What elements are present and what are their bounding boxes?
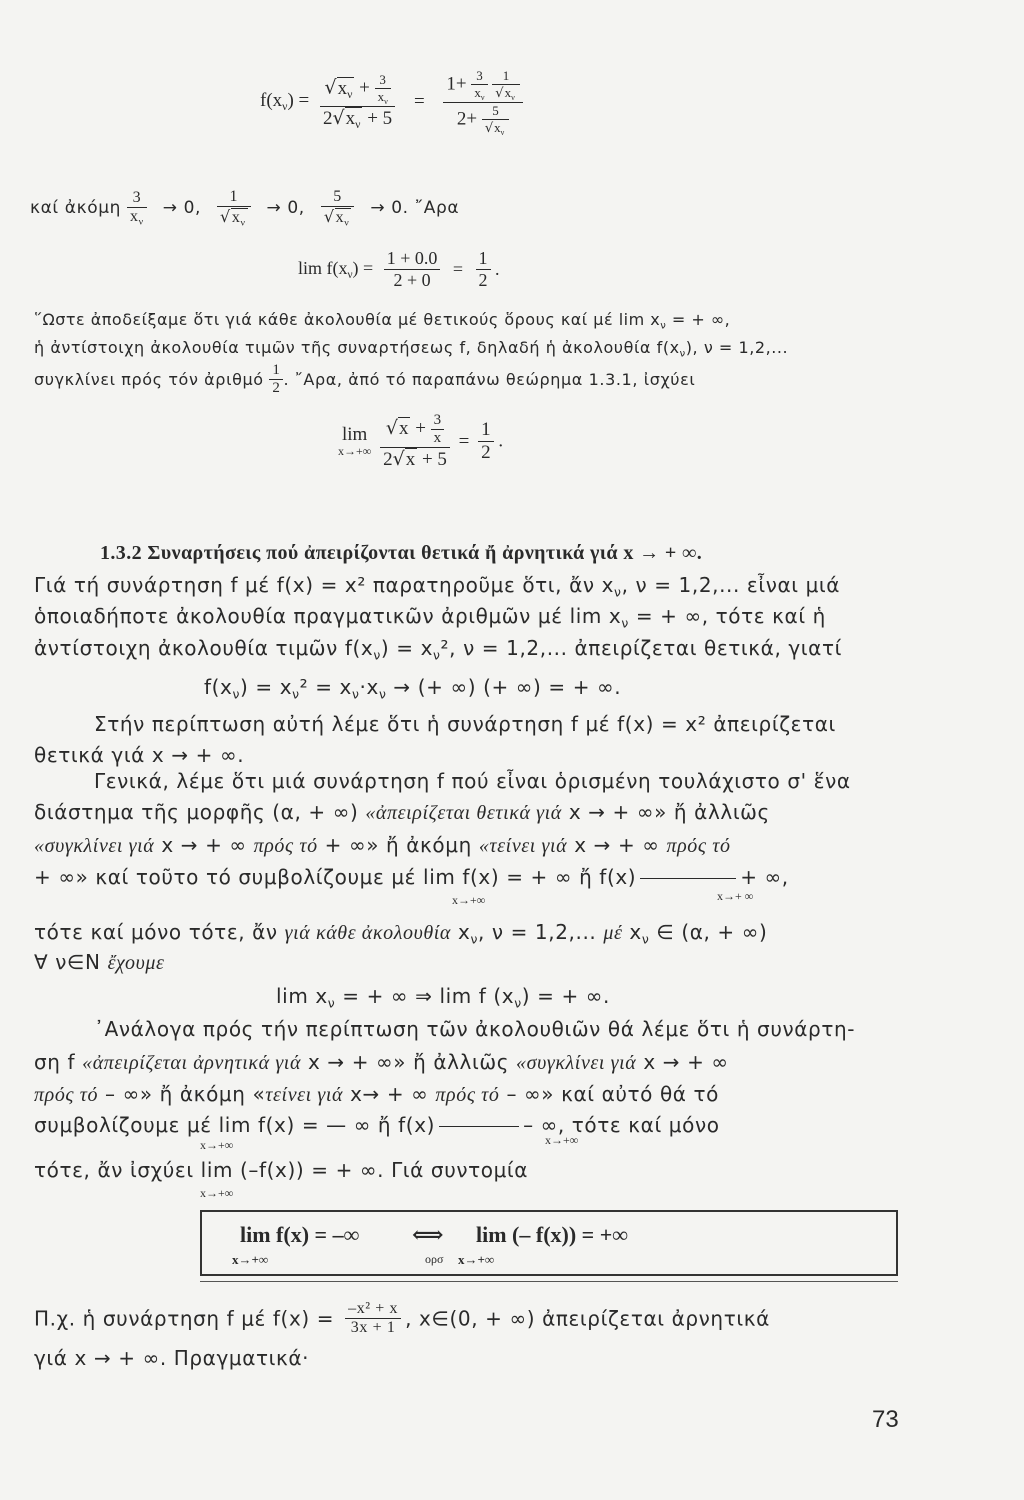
boxed-left: lim f(x) = –∞ [240,1222,360,1247]
l9-under1: x→+∞ [452,893,486,907]
fx-label: f(x [260,90,283,112]
para1-line1: ῞Ωστε ἀποδείξαμε ὅτι γιά κάθε ἀκολουθία μέ θετικούς ὅρους καί μέ $\lim x_\nu$ = + ∞, [34,310,731,332]
sqrt-x: x [337,77,348,99]
section-line16: τότε, ἄν ἰσχύει lim (–f(x)) = + ∞. Γιά συντομία [34,1158,529,1182]
section-line7: διάστημα τῆς μορφῆς (α, + ∞) «ἀπειρίζεται θετικά γιά x → + ∞» ἤ ἀλλιῶς [34,800,770,824]
sub-v: ν [282,100,288,114]
kai-akomi-text: καί ἀκόμη [30,198,121,219]
fx-fraction-2: 1+ $\frac{3}{x_\nu}$ $\frac{1}{√x_\nu}$ 2+ $\frac{5}{√x_\nu}$ [443,68,522,137]
section-heading: 1.3.2 Συναρτήσεις πού ἀπειρίζονται θετικά ἤ ἀρνητικά γιά x → + ∞. [100,542,703,564]
example-line1: Π.χ. ἡ συνάρτηση f μέ f(x) = $\frac{\text{–x² + x}}{3x + 1}$ , x∈(0, + ∞) ἀπειρίζεται ἀρνητικά [34,1300,770,1336]
limit-sqrt-x: lim x→+∞ √x + $\frac{3}{x}$ 2√x + 5 = $\frac{1}{2}$ . [338,412,504,470]
boxed-right-under: x→+∞ [458,1252,495,1267]
limit-fxv: $\lim f(x_\nu)$ = $\frac{1 + 0.0}{2 + 0}$ = $\frac{1}{2}$ . [298,248,500,290]
fx-numerator: $√x_\nu$ + $\frac{3}{x_\nu}$ [320,72,395,107]
section-line9: + ∞» καί τοῦτο τό συμβολίζουμε μέ lim f(x) = + ∞ ἤ f(x) + ∞, [34,865,789,889]
l9-under2: x→+ ∞ [717,889,754,903]
section-line6: Γενικά, λέμε ὅτι μιά συνάρτηση f πού εἶναι ὁρισμένη τουλάχιστο σ' ἕνα [94,769,851,793]
box-underline [200,1281,898,1282]
frac-5-sqrt: $\frac{5}{√x_\nu}$ [321,188,355,228]
frac-1-sqrt: $\frac{1}{√x_\nu}$ [217,188,251,228]
kai-akomi-line: καί ἀκόμη $\frac{3}{x_\nu}$ → 0, $\frac{1}{√x_\nu}$ → 0, $\frac{5}{√x_\nu}$ → 0. ῎Αρα [30,188,460,229]
fx-eq: ) = [287,90,310,112]
section-line3: ἀντίστοιχη ἀκολουθία τιμῶν $f(x_\nu) = x_\nu^2$, ν = 1,2,... ἀπειρίζεται θετικά, γιατί [34,636,842,663]
boxed-right: lim (– f(x)) = +∞ [476,1222,628,1247]
section-line11: ∀ ν∈N ἔχουμε [34,950,165,974]
l15-under1: x→+∞ [200,1138,234,1152]
section-line13: ση f «ἀπειρίζεται ἀρνητικά γιά x → + ∞» ἤ ἀλλιῶς «συγκλίνει γιά x → + ∞ [34,1050,729,1074]
section-eq2: $\lim x_\nu$ = + ∞ ⇒ lim f $(x_\nu)$ = + ∞. [276,984,610,1011]
para1-line2: ἡ ἀντίστοιχη ἀκολουθία τιμῶν τῆς συναρτήσεως f, δηλαδή ἡ ἀκολουθία $f(x_\nu)$, ν = 1,2,... [34,338,789,360]
fx-fraction [320,72,395,132]
equals: = [413,91,425,113]
l15-under2: x→+∞ [545,1133,579,1147]
section-eq1: $f(x_\nu) = x_\nu^2 = x_\nu\cdot x_\nu$ → (+ ∞) (+ ∞) = + ∞. [204,675,622,702]
section-line15: συμβολίζουμε μέ lim f(x) = — ∞ ἤ f(x) – ∞, τότε καί μόνο [34,1113,720,1137]
section-line8: «συγκλίνει γιά x → + ∞ πρός τό + ∞» ἤ ἀκόμη «τείνει γιά x → + ∞ πρός τό [34,833,731,857]
section-line5: θετικά γιά x → + ∞. [34,743,245,767]
frac-3-xv: $\frac{3}{x_\nu}$ [127,189,147,227]
section-line1: Γιά τή συνάρτηση f μέ f(x) = x² παρατηροῦμε ὅτι, ἄν $x_\nu$, ν = 1,2,... εἶναι μιά [34,573,841,600]
section-line4: Στήν περίπτωση αὐτή λέμε ὅτι ἡ συνάρτηση f μέ f(x) = x² ἀπειρίζεται [94,712,836,736]
boxed-arrow: ⟺ [412,1222,444,1247]
example-fraction: $\frac{\text{–x² + x}}{3x + 1}$ [345,1300,401,1337]
boxed-left-under: x→+∞ [232,1252,269,1267]
fx-equation [260,68,523,137]
para1-line3: συγκλίνει πρός τόν ἀριθμό $\frac{1}{2}$ . ῎Αρα, ἀπό τό παραπάνω θεώρημα 1.3.1, ἰσχύει [34,362,696,396]
section-line12: ᾿Ανάλογα πρός τήν περίπτωση τῶν ἀκολουθιῶν θά λέμε ὅτι ἡ συνάρτη- [94,1017,856,1041]
fx-denominator: $2√x_\nu + 5$ [323,107,393,132]
example-line2: γιά x → + ∞. Πραγματικά· [34,1346,310,1370]
l16-under: x→+∞ [200,1186,234,1200]
section-line10: τότε καί μόνο τότε, ἄν γιά κάθε ἀκολουθία $x_\nu$, ν = 1,2,... μέ $x_\nu$ ∈ (α, + ∞) [34,920,768,947]
section-line2: ὁποιαδήποτε ἀκολουθία πραγματικῶν ἀριθμῶν μέ $\lim x_\nu$ = + ∞, τότε καί ἡ [34,604,826,631]
section-line14: πρός τό – ∞» ἤ ἀκόμη «τείνει γιά x→ + ∞ πρός τό – ∞» καί αὐτό θά τό [34,1082,720,1106]
three-over-x: $\frac{3}{x_\nu}$ [375,72,391,106]
page-number: 73 [872,1406,899,1433]
boxed-arrow-under: ορσ [425,1252,444,1266]
